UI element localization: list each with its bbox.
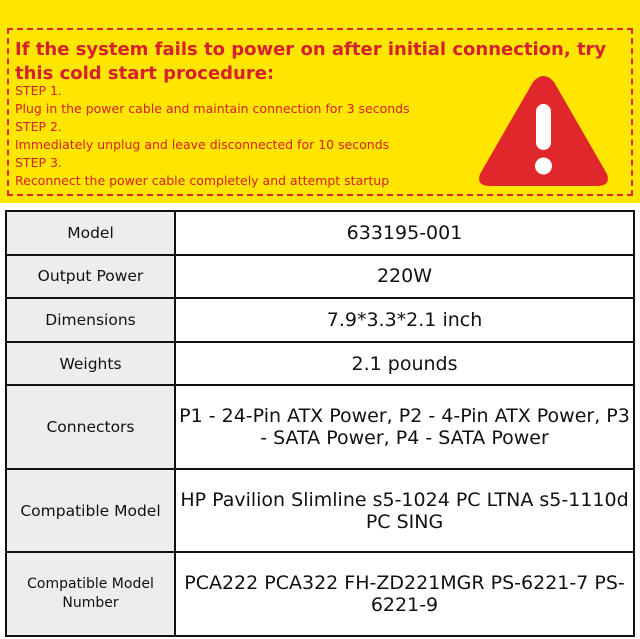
spec-value: 220W <box>175 255 634 299</box>
table-row <box>6 469 634 553</box>
spec-value: PCA222 PCA322 FH-ZD221MGR PS-6221-7 PS-6221-9 <box>175 552 634 636</box>
spec-value: 7.9*3.3*2.1 inch <box>175 298 634 342</box>
spec-label: Dimensions <box>6 298 175 342</box>
step-3-text: Reconnect the power cable completely and attempt startup <box>15 173 390 188</box>
steps-list <box>15 82 485 190</box>
spec-table <box>5 210 635 637</box>
spec-label: Connectors <box>6 385 175 469</box>
step-2-text: Immediately unplug and leave disconnected for 10 seconds <box>15 137 390 152</box>
spec-value: P1 - 24-Pin ATX Power, P2 - 4-Pin ATX Power, P3 - SATA Power, P4 - SATA Power <box>175 385 634 469</box>
spec-value: 633195-001 <box>175 211 634 255</box>
table-row <box>6 211 634 255</box>
table-row <box>6 255 634 299</box>
step-1-text: Plug in the power cable and maintain connection for 3 seconds <box>15 101 410 116</box>
table-row <box>6 552 634 636</box>
notice-headline: If the system fails to power on after initial connection, try this cold start procedure: <box>15 39 607 84</box>
step-2-title: STEP 2. <box>15 119 62 134</box>
spec-label: Compatible Model Number <box>6 552 175 636</box>
spec-value: 2.1 pounds <box>175 342 634 386</box>
spec-label: Model <box>6 211 175 255</box>
table-row <box>6 342 634 386</box>
table-row <box>6 298 634 342</box>
step-1-title: STEP 1. <box>15 83 62 98</box>
warning-triangle-icon <box>476 74 611 187</box>
spec-label: Weights <box>6 342 175 386</box>
cold-start-notice <box>0 0 640 203</box>
spec-label: Output Power <box>6 255 175 299</box>
table-row <box>6 385 634 469</box>
spec-label: Compatible Model <box>6 469 175 553</box>
spec-value: HP Pavilion Slimline s5-1024 PC LTNA s5-1110d PC SING <box>175 469 634 553</box>
step-3-title: STEP 3. <box>15 155 62 170</box>
